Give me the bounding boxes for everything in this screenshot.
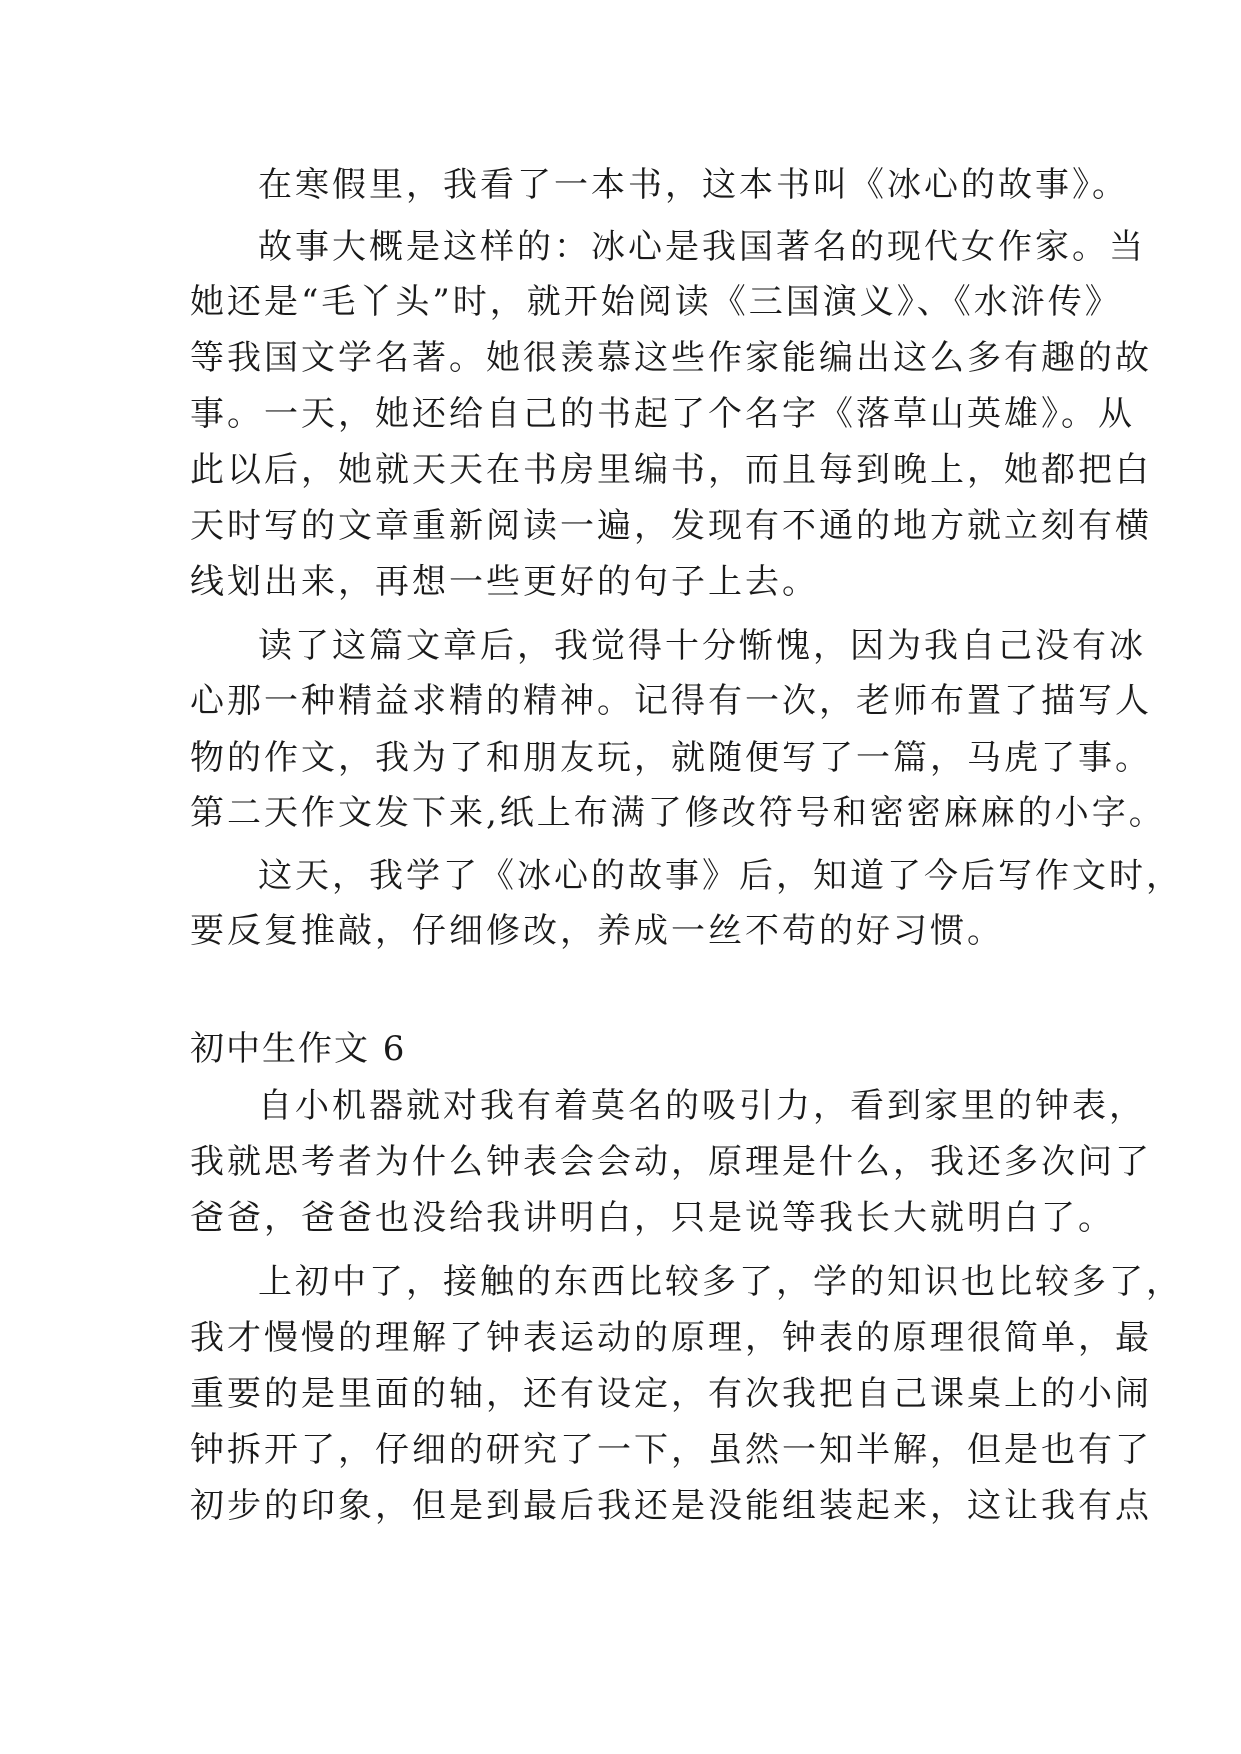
text-line: 爸爸，爸爸也没给我讲明白，只是说等我长大就明白了。: [190, 1198, 1115, 1238]
text-line: 第二天作文发下来,纸上布满了修改符号和密密麻麻的小字。: [190, 793, 1166, 833]
text-line: 读了这篇文章后，我觉得十分惭愧，因为我自己没有冰: [258, 626, 1146, 666]
text-line: 重要的是里面的轴，还有设定，有次我把自己课桌上的小闹: [190, 1374, 1152, 1414]
text-line: 自小机器就对我有着莫名的吸引力，看到家里的钟表，: [258, 1086, 1146, 1126]
text-line: 在寒假里，我看了一本书，这本书叫《冰心的故事》。: [258, 165, 1129, 205]
text-line: 天时写的文章重新阅读一遍，发现有不通的地方就立刻有横: [190, 506, 1152, 546]
text-line: 心那一种精益求精的精神。记得有一次，老师布置了描写人: [190, 681, 1152, 721]
text-line: 我才慢慢的理解了钟表运动的原理，钟表的原理很简单，最: [190, 1318, 1152, 1358]
text-line: 线划出来，再想一些更好的句子上去。: [190, 562, 819, 602]
section-heading: 初中生作文 6: [190, 1029, 407, 1069]
text-line: 物的作文，我为了和朋友玩，就随便写了一篇，马虎了事。: [190, 738, 1152, 778]
text-line: 这天，我学了《冰心的故事》后，知道了今后写作文时，: [258, 856, 1183, 896]
text-line: 事。一天，她还给自己的书起了个名字《落草山英雄》。从: [190, 394, 1135, 434]
text-line: 故事大概是这样的：冰心是我国著名的现代女作家。当: [258, 227, 1146, 267]
text-line: 我就思考者为什么钟表会会动，原理是什么，我还多次问了: [190, 1142, 1152, 1182]
text-line: 上初中了，接触的东西比较多了，学的知识也比较多了，: [258, 1262, 1183, 1302]
text-line: 要反复推敲，仔细修改，养成一丝不苟的好习惯。: [190, 911, 1004, 951]
text-line: 她还是“毛丫头”时，就开始阅读《三国演义》、《水浒传》: [190, 282, 1122, 322]
text-line: 等我国文学名著。她很羡慕这些作家能编出这么多有趣的故: [190, 338, 1152, 378]
text-line: 初步的印象，但是到最后我还是没能组装起来，这让我有点: [190, 1486, 1152, 1526]
text-line: 钟拆开了，仔细的研究了一下，虽然一知半解，但是也有了: [190, 1430, 1152, 1470]
text-line: 此以后，她就天天在书房里编书，而且每到晚上，她都把白: [190, 450, 1152, 490]
